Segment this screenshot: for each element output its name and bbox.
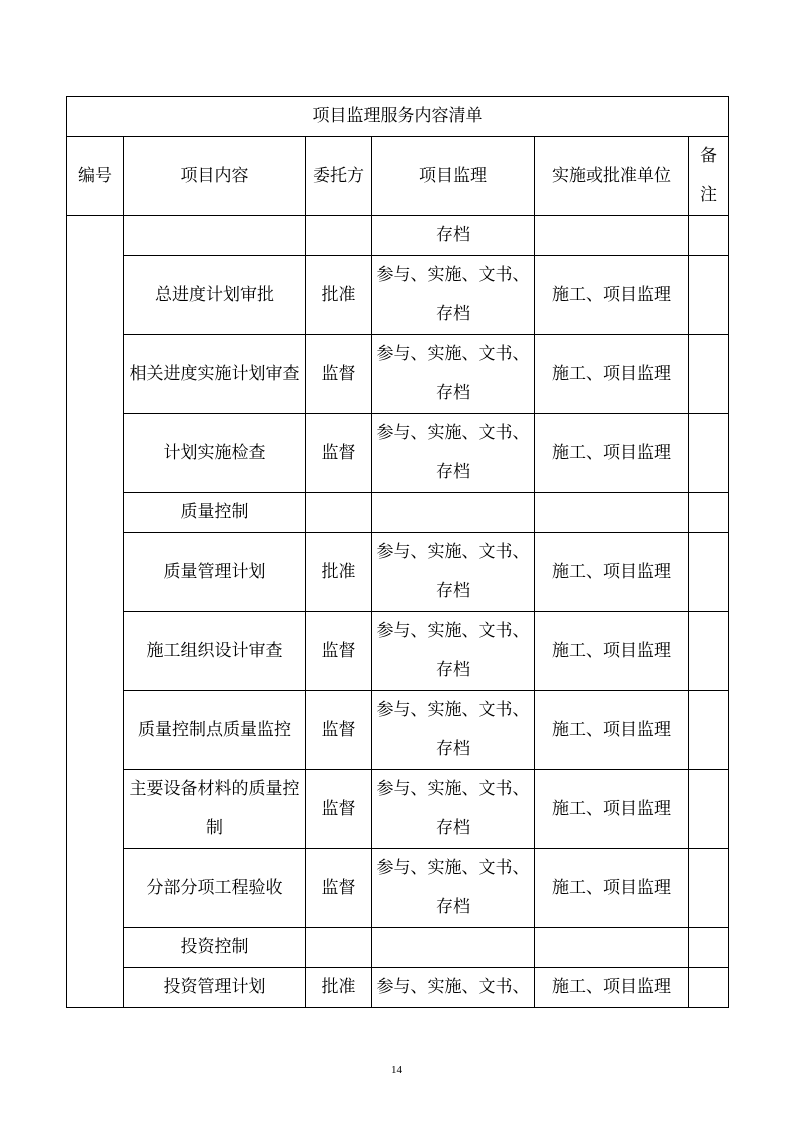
remark-cell (689, 770, 729, 849)
client-cell (306, 493, 372, 533)
unit-cell (535, 493, 689, 533)
item-cell (124, 216, 306, 256)
table-row (67, 533, 729, 612)
table-row (67, 216, 729, 256)
supervision-cell (372, 493, 535, 533)
client-cell: 监督 (306, 770, 372, 849)
client-cell: 监督 (306, 612, 372, 691)
client-cell: 批准 (306, 968, 372, 1008)
client-cell: 监督 (306, 691, 372, 770)
remark-cell (689, 216, 729, 256)
supervision-cell: 存档 (372, 216, 535, 256)
number-cell (67, 216, 124, 1008)
table-row (67, 849, 729, 928)
remark-cell (689, 691, 729, 770)
table-row (67, 691, 729, 770)
item-cell: 总进度计划审批 (124, 256, 306, 335)
client-cell (306, 928, 372, 968)
item-cell: 施工组织设计审查 (124, 612, 306, 691)
client-cell: 监督 (306, 335, 372, 414)
header-item: 项目内容 (124, 137, 306, 216)
remark-cell (689, 256, 729, 335)
header-client: 委托方 (306, 137, 372, 216)
unit-cell: 施工、项目监理 (535, 256, 689, 335)
client-cell: 监督 (306, 414, 372, 493)
client-cell: 监督 (306, 849, 372, 928)
unit-cell: 施工、项目监理 (535, 849, 689, 928)
supervision-cell: 参与、实施、文书、存档 (372, 849, 535, 928)
item-cell: 质量管理计划 (124, 533, 306, 612)
remark-cell (689, 849, 729, 928)
item-cell: 投资控制 (124, 928, 306, 968)
item-cell: 相关进度实施计划审查 (124, 335, 306, 414)
remark-cell (689, 414, 729, 493)
table-row (67, 414, 729, 493)
item-cell: 质量控制 (124, 493, 306, 533)
unit-cell: 施工、项目监理 (535, 533, 689, 612)
remark-cell (689, 968, 729, 1008)
table-row (67, 770, 729, 849)
unit-cell (535, 928, 689, 968)
remark-cell (689, 533, 729, 612)
header-no: 编号 (67, 137, 124, 216)
page-number: 14 (391, 1064, 402, 1076)
item-cell: 计划实施检查 (124, 414, 306, 493)
table-row (67, 928, 729, 968)
unit-cell: 施工、项目监理 (535, 770, 689, 849)
supervision-cell: 参与、实施、文书、存档 (372, 414, 535, 493)
supervision-cell: 参与、实施、文书、存档 (372, 612, 535, 691)
supervision-cell: 参与、实施、文书、存档 (372, 691, 535, 770)
unit-cell: 施工、项目监理 (535, 691, 689, 770)
supervision-cell: 参与、实施、文书、存档 (372, 770, 535, 849)
client-cell: 批准 (306, 256, 372, 335)
supervision-cell (372, 928, 535, 968)
supervision-cell: 参与、实施、文书、存档 (372, 533, 535, 612)
table-row (67, 612, 729, 691)
table-row (67, 968, 729, 1008)
item-cell: 主要设备材料的质量控制 (124, 770, 306, 849)
item-cell: 分部分项工程验收 (124, 849, 306, 928)
unit-cell: 施工、项目监理 (535, 335, 689, 414)
unit-cell: 施工、项目监理 (535, 414, 689, 493)
supervision-cell: 参与、实施、文书、 (372, 968, 535, 1008)
client-cell: 批准 (306, 533, 372, 612)
remark-cell (689, 335, 729, 414)
client-cell (306, 216, 372, 256)
header-unit: 实施或批准单位 (535, 137, 689, 216)
item-cell: 投资管理计划 (124, 968, 306, 1008)
remark-cell (689, 493, 729, 533)
table-row (67, 256, 729, 335)
unit-cell (535, 216, 689, 256)
table-row (67, 493, 729, 533)
remark-cell (689, 612, 729, 691)
header-remark: 备注 (689, 137, 729, 216)
supervision-cell: 参与、实施、文书、存档 (372, 335, 535, 414)
unit-cell: 施工、项目监理 (535, 968, 689, 1008)
header-supervision: 项目监理 (372, 137, 535, 216)
supervision-cell: 参与、实施、文书、存档 (372, 256, 535, 335)
remark-cell (689, 928, 729, 968)
table-title: 项目监理服务内容清单 (67, 97, 729, 137)
service-content-table (66, 96, 729, 1008)
table-row (67, 335, 729, 414)
item-cell: 质量控制点质量监控 (124, 691, 306, 770)
unit-cell: 施工、项目监理 (535, 612, 689, 691)
